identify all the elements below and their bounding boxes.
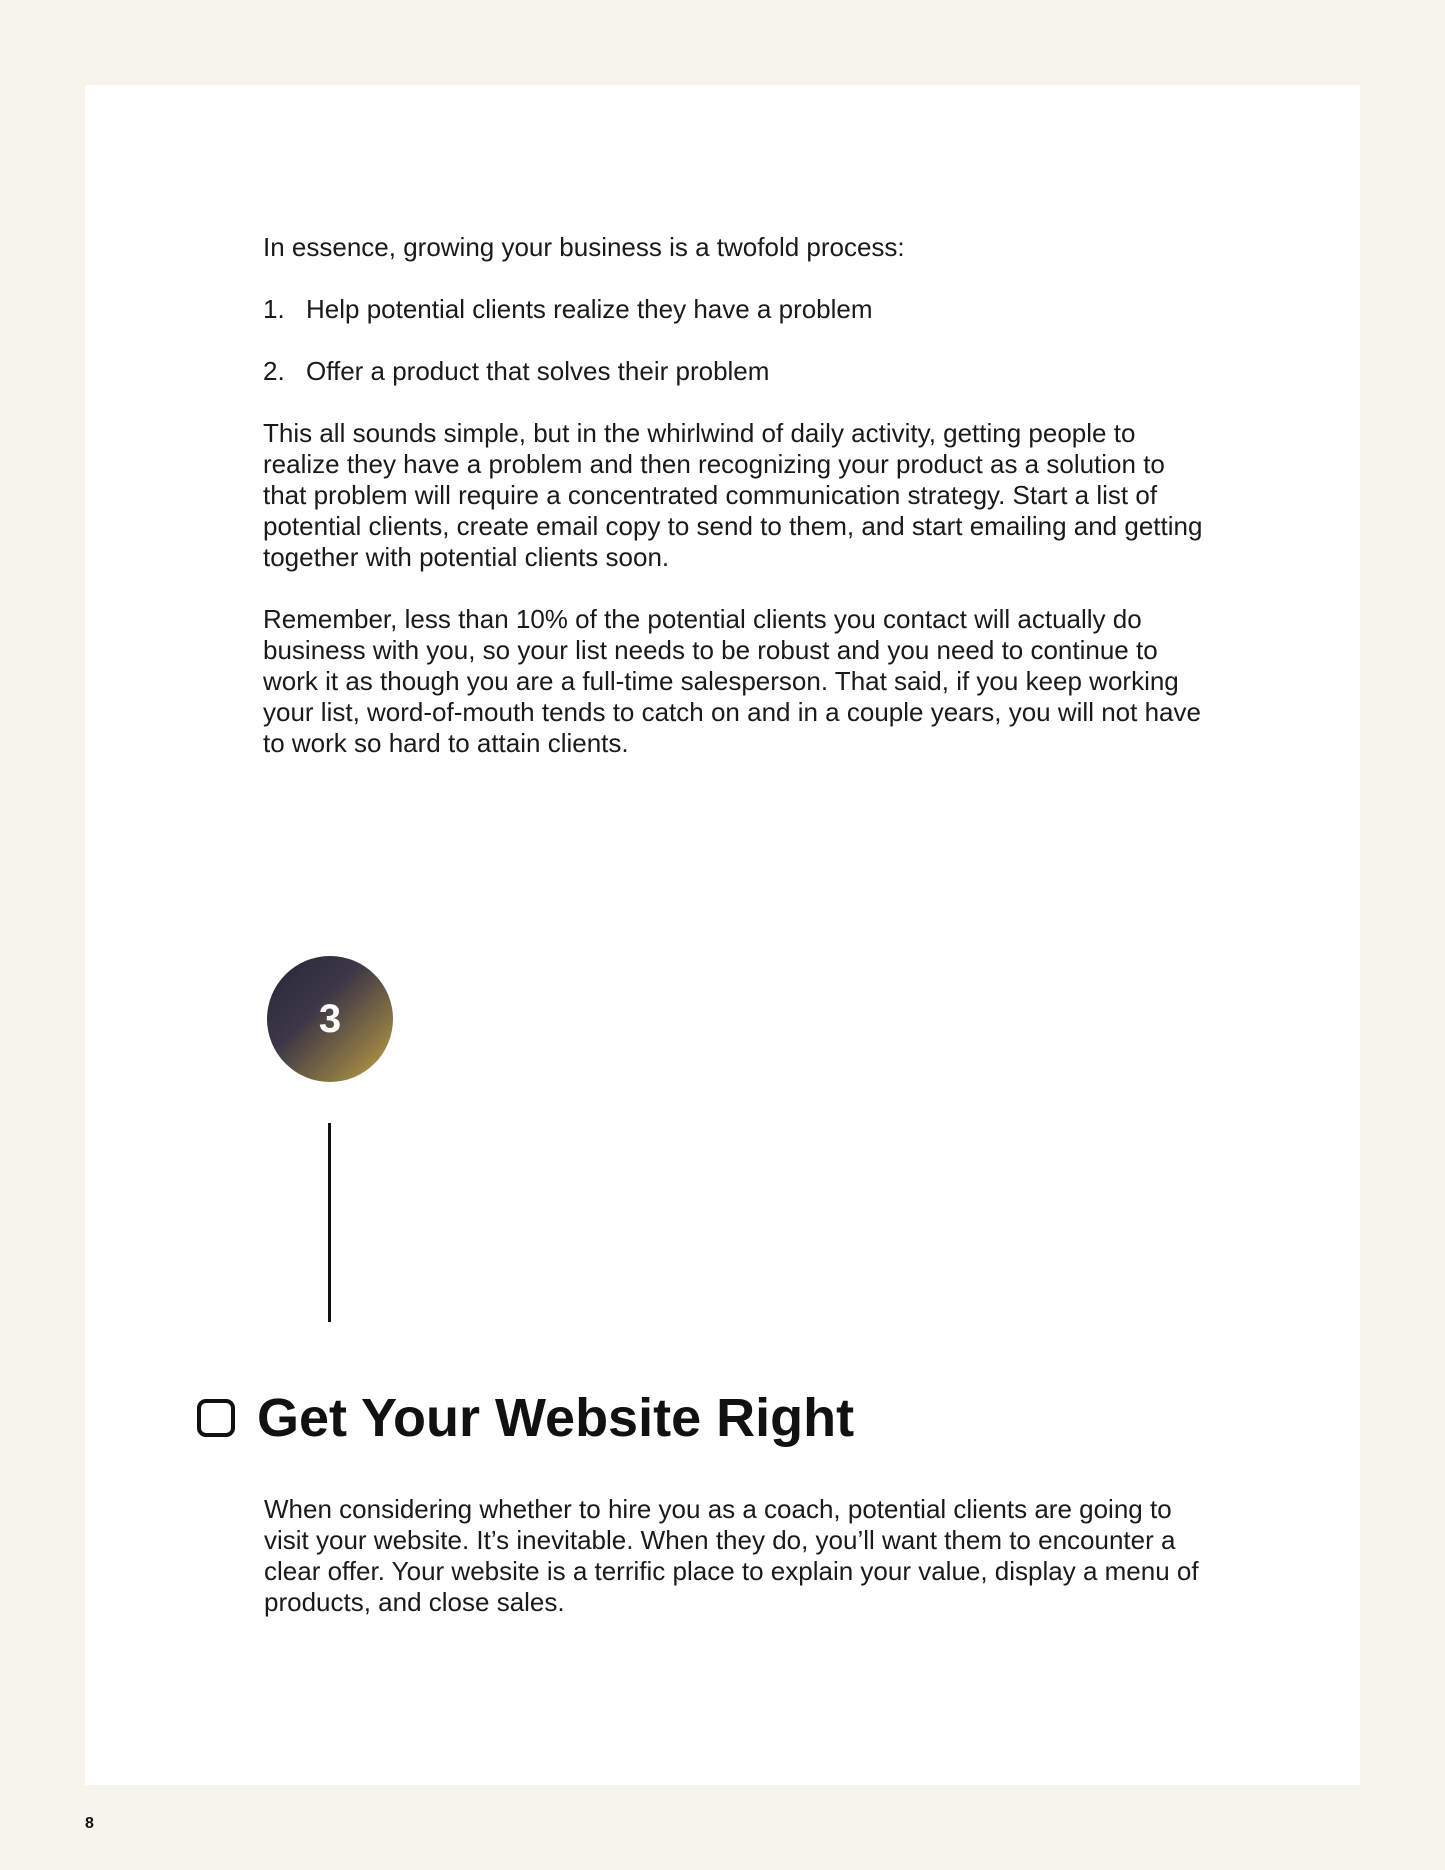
list-text: Offer a product that solves their problem — [306, 356, 770, 386]
paragraph: This all sounds simple, but in the whirlwind of daily activity, getting people to realize they have a problem and then recognizing your product as a solution to that problem will require a concentrated communication strategy. Start a list of potential clients, create email copy to send to them, and start emailing and getting together with potential clients soon. — [263, 418, 1203, 572]
list-text: Help potential clients realize they have a problem — [306, 294, 873, 324]
section-title: Get Your Website Right — [257, 1388, 855, 1448]
timeline-divider — [328, 1123, 331, 1322]
list-number: 2. — [263, 356, 285, 386]
step-number: 3 — [318, 996, 342, 1041]
step-badge — [267, 956, 393, 1082]
page-number: 8 — [85, 1815, 94, 1832]
checkbox-icon[interactable] — [197, 1399, 235, 1437]
list-item — [263, 356, 1203, 387]
main-content — [263, 232, 1203, 790]
section-body — [264, 1494, 1204, 1618]
list-item — [263, 294, 1203, 325]
section-paragraph: When considering whether to hire you as a coach, potential clients are going to visit your website. It’s inevitable. When they do, you’ll want them to encounter a clear offer. Your website is a terrific place to explain your value, display a menu of products, and close sales. — [264, 1494, 1199, 1617]
intro-text: In essence, growing your business is a twofold process: — [263, 232, 905, 262]
paragraph: Remember, less than 10% of the potential clients you contact will actually do business with you, so your list needs to be robust and you need to continue to work it as though you are a full-time salesperson. That said, if you keep working your list, word-of-mouth tends to catch on and in a couple years, you will not have to work so hard to attain clients. — [263, 604, 1201, 758]
list-number: 1. — [263, 294, 285, 324]
section-heading — [197, 1382, 854, 1454]
